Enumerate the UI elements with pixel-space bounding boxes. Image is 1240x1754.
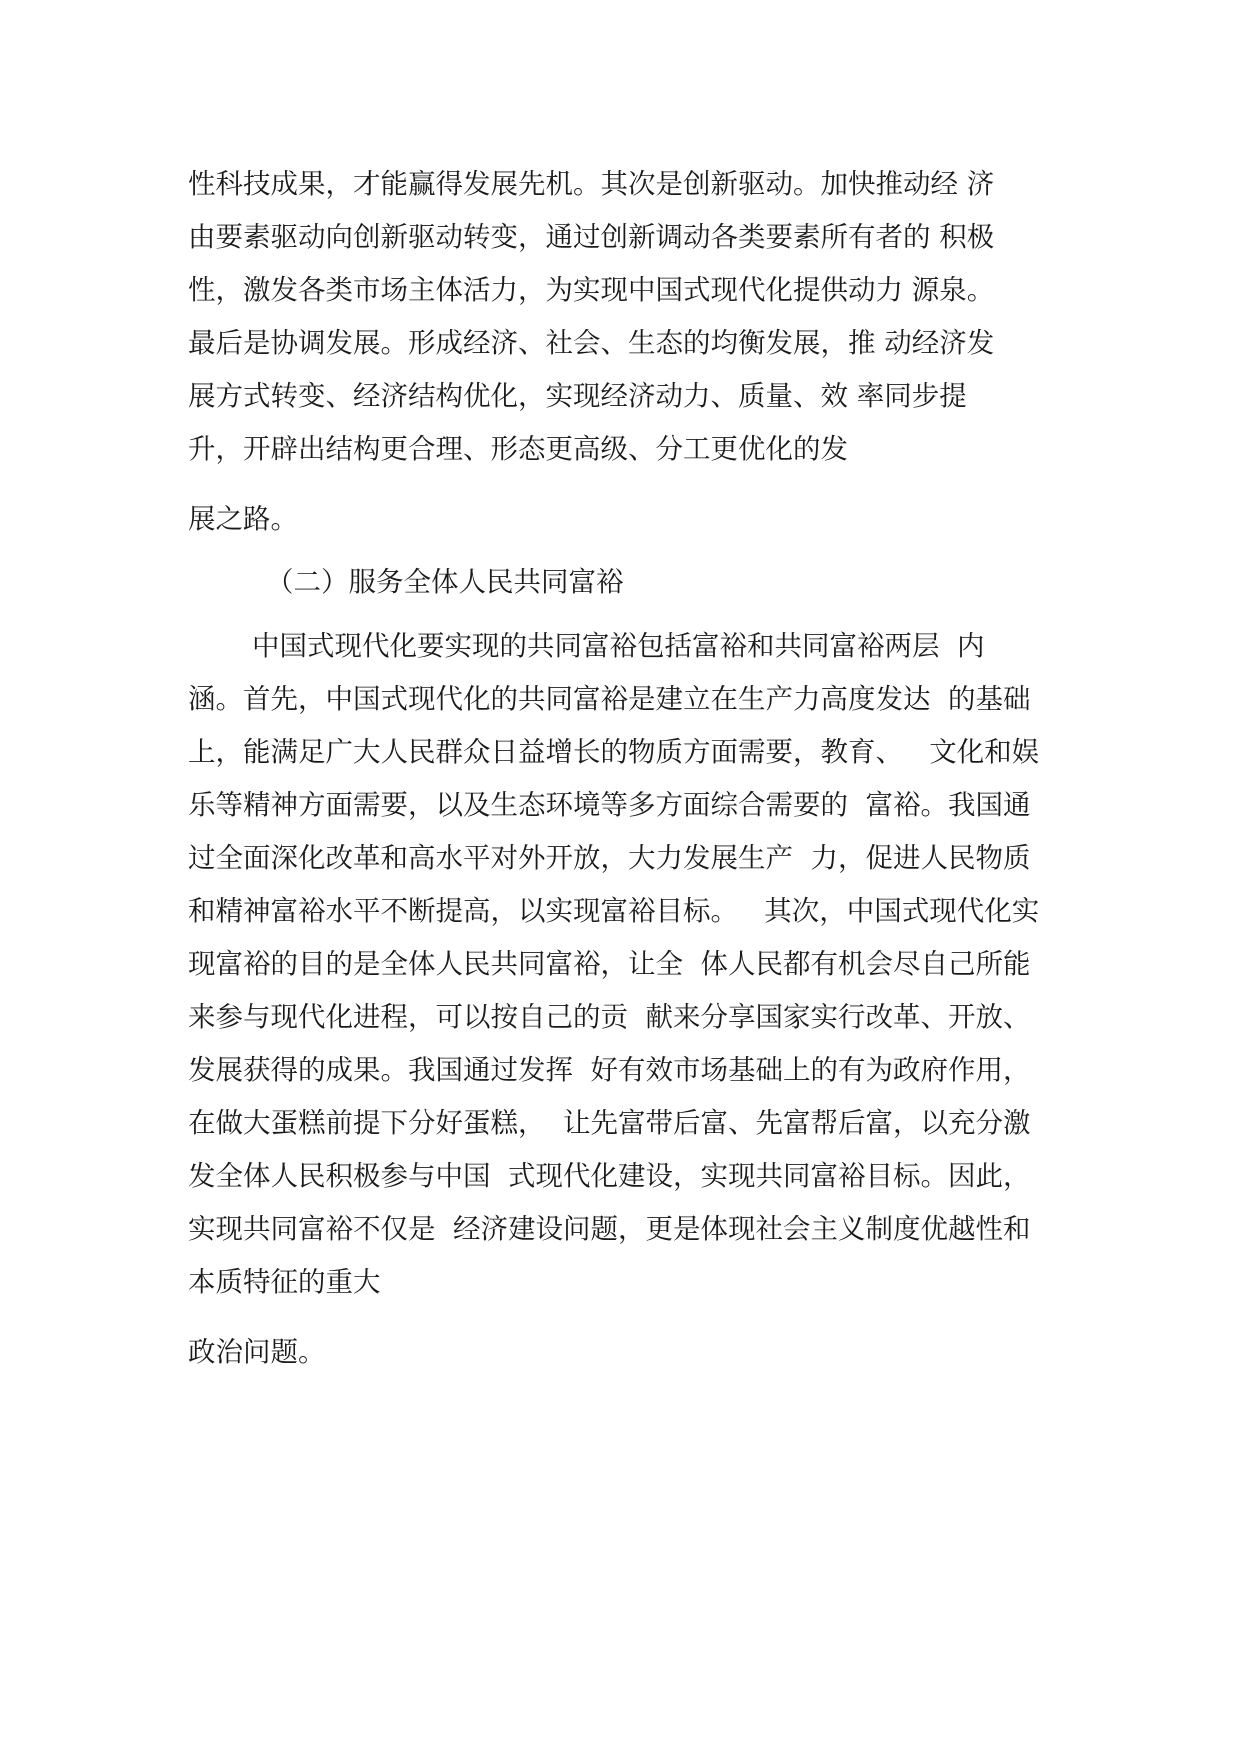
paragraph-line: 由要素驱动向创新驱动转变，通过创新调动各类要素所有者的 积极 xyxy=(188,221,995,253)
paragraph-line: 现富裕的目的是全体人民共同富裕，让全 体人民都有机会尽自己所能 xyxy=(188,948,1031,980)
paragraph-line: 政治问题。 xyxy=(188,1336,326,1368)
paragraph-line: 实现共同富裕不仅是 经济建设问题，更是体现社会主义制度优越性和 xyxy=(188,1213,1031,1245)
paragraph-line: 在做大蛋糕前提下分好蛋糕， 让先富带后富、先富帮后富，以充分激 xyxy=(188,1107,1031,1139)
paragraph-line: 最后是协调发展。形成经济、社会、生态的均衡发展，推 动经济发 xyxy=(188,327,995,359)
paragraph-line: 升，开辟出结构更合理、形态更高级、分工更优化的发 xyxy=(188,433,848,465)
paragraph-line: 展之路。 xyxy=(188,503,298,535)
paragraph-line: 和精神富裕水平不断提高，以实现富裕目标。 其次，中国式现代化实 xyxy=(188,895,1040,927)
paragraph-line: 乐等精神方面需要，以及生态环境等多方面综合需要的 富裕。我国通 xyxy=(188,789,1031,821)
paragraph-line: 性科技成果，才能赢得发展先机。其次是创新驱动。加快推动经 济 xyxy=(188,168,995,200)
section-heading: （二）服务全体人民共同富裕 xyxy=(266,566,624,598)
paragraph-line: 中国式现代化要实现的共同富裕包括富裕和共同富裕两层 内 xyxy=(252,630,985,662)
paragraph-line: 过全面深化改革和高水平对外开放，大力发展生产 力，促进人民物质 xyxy=(188,842,1031,874)
paragraph-line: 展方式转变、经济结构优化，实现经济动力、质量、效 率同步提 xyxy=(188,380,967,412)
paragraph-line: 发展获得的成果。我国通过发挥 好有效市场基础上的有为政府作用， xyxy=(188,1054,1031,1086)
paragraph-line: 来参与现代化进程，可以按自己的贡 献来分享国家实行改革、开放、 xyxy=(188,1001,1031,1033)
paragraph-line: 上，能满足广大人民群众日益增长的物质方面需要，教育、 文化和娱 xyxy=(188,736,1040,768)
paragraph-line: 涵。首先，中国式现代化的共同富裕是建立在生产力高度发达 的基础 xyxy=(188,683,1031,715)
paragraph-line: 性，激发各类市场主体活力，为实现中国式现代化提供动力 源泉。 xyxy=(188,274,995,306)
paragraph-line: 本质特征的重大 xyxy=(188,1266,381,1298)
paragraph-line: 发全体人民积极参与中国 式现代化建设，实现共同富裕目标。因此， xyxy=(188,1160,1031,1192)
